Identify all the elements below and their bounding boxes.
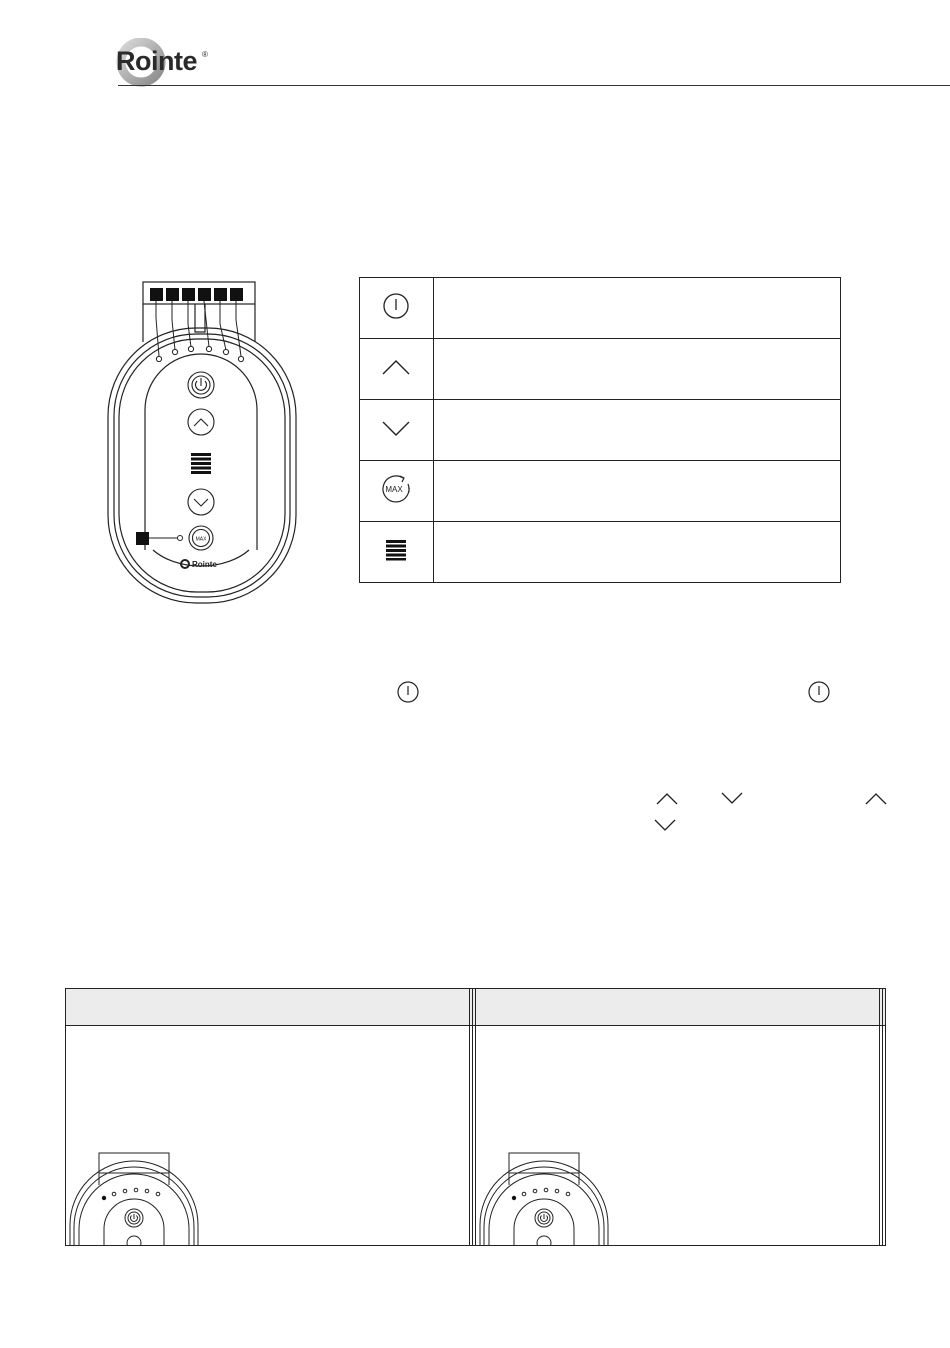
chevron-up-icon: [864, 792, 888, 806]
button-legend-table: [359, 277, 841, 583]
chevron-up-icon: [381, 357, 411, 377]
steps-table: [65, 988, 886, 1246]
steps-header-cell: [475, 989, 879, 1026]
legend-row-down: [360, 400, 841, 461]
steps-header-cell: [66, 989, 470, 1026]
svg-text:Rointe: Rointe: [192, 560, 217, 569]
legend-description: [433, 278, 840, 339]
device-up-button: [188, 409, 214, 435]
steps-body-row: [66, 1026, 886, 1246]
svg-text:MAX: MAX: [195, 536, 207, 543]
legend-description: [433, 461, 840, 522]
legend-description: [433, 522, 840, 583]
steps-cell: [475, 1026, 879, 1246]
legend-row-stack: [360, 522, 841, 583]
chevron-down-icon: [653, 818, 677, 832]
steps-header-row: [66, 989, 886, 1026]
legend-row-max: [360, 461, 841, 522]
device-partial-illustration: [66, 1145, 202, 1245]
registered-mark: ®: [202, 50, 208, 59]
steps-cell: [66, 1026, 470, 1246]
power-icon: [381, 291, 411, 321]
power-icon: [396, 680, 420, 704]
indicator-labels: [150, 288, 243, 301]
svg-text::: :: [409, 487, 412, 494]
chevron-down-icon: [720, 791, 744, 805]
device-down-button: [188, 489, 214, 515]
legend-description: [433, 339, 840, 400]
steps-cell: [883, 1026, 886, 1246]
device-partial-illustration: [476, 1145, 612, 1245]
chevron-up-icon: [655, 792, 679, 806]
legend-description: [433, 400, 840, 461]
power-icon: [807, 680, 831, 704]
legend-row-up: [360, 339, 841, 400]
chevron-down-icon: [381, 418, 411, 438]
header-divider: [118, 85, 950, 86]
svg-text:MAX: MAX: [385, 484, 404, 494]
legend-row-power: [360, 278, 841, 339]
max-boost-icon: [379, 472, 413, 506]
stack-bars-icon: [385, 539, 407, 561]
thermostat-device-diagram: [105, 280, 300, 605]
brand-name: Rointe: [116, 46, 197, 76]
steps-header-cell: [883, 989, 886, 1026]
